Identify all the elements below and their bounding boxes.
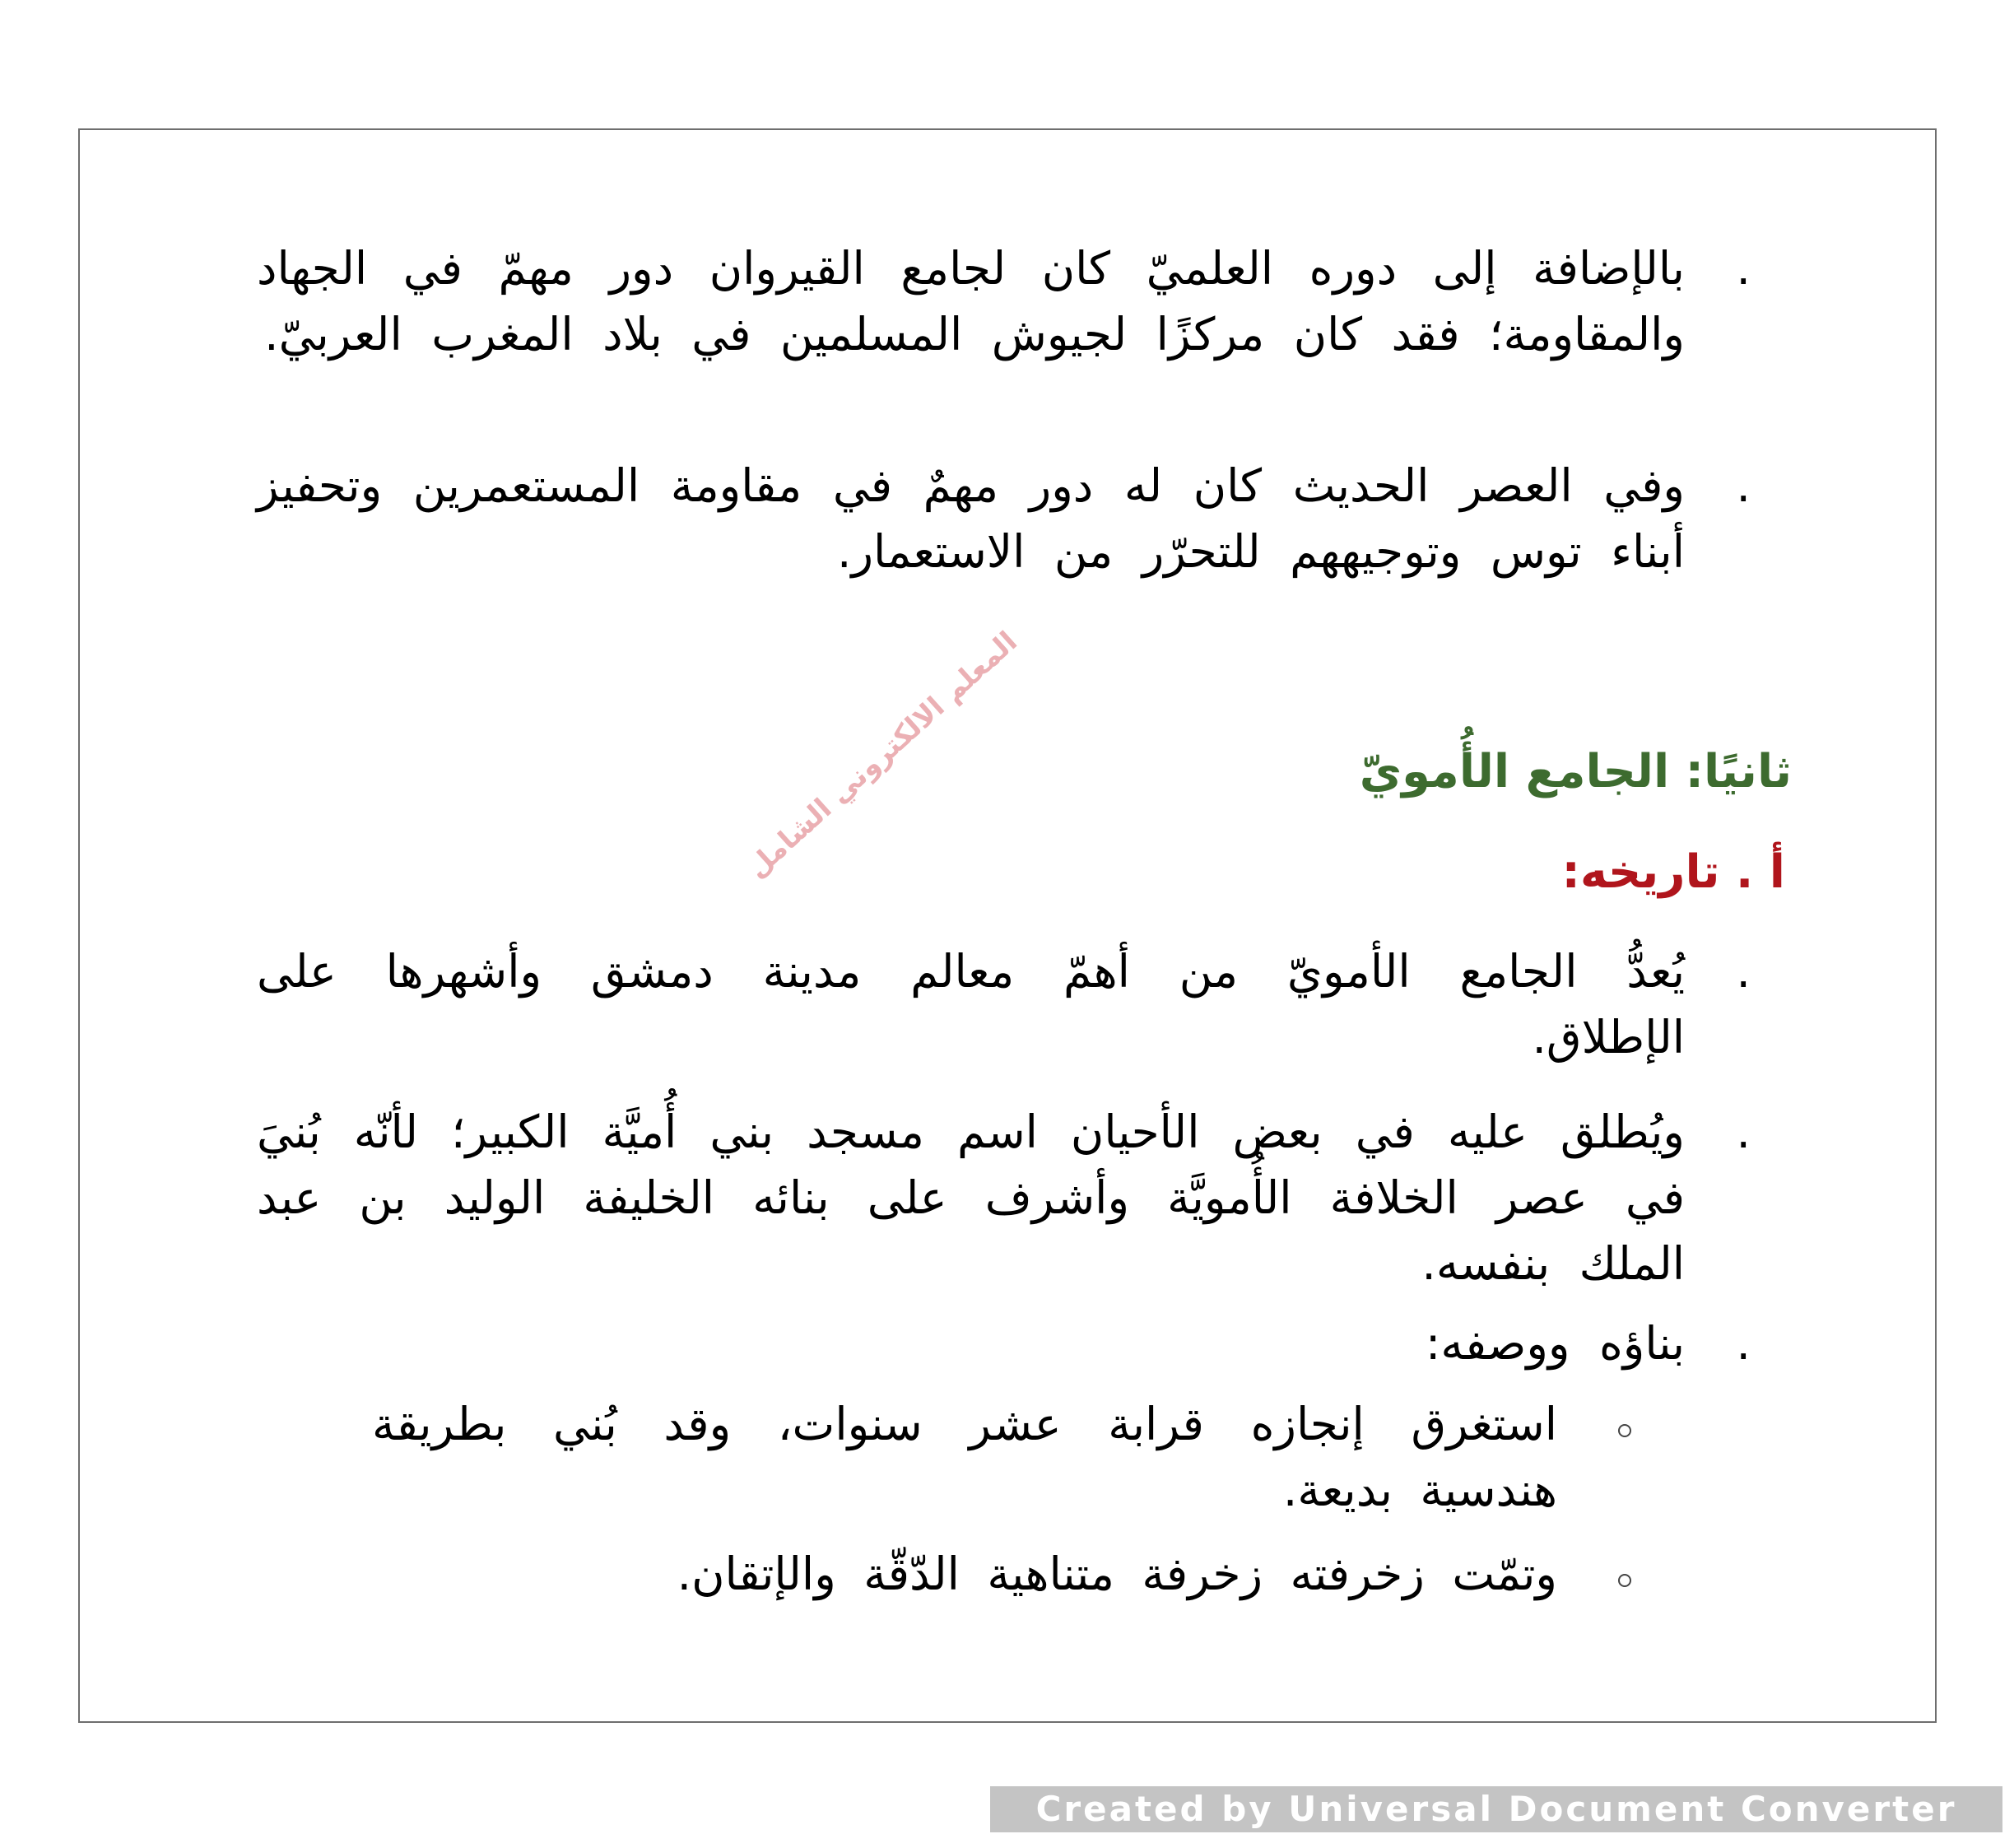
paragraph-kairouan-jihad [257, 235, 1751, 367]
subitem-text: استغرق إنجازه قرابة عشر سنوات، وقد بُني بطريقة هندسية بديعة. [372, 1398, 1557, 1516]
circle-bullet-icon [1618, 1424, 1631, 1437]
watermark-text: المعلم الالكتروني الشامل [741, 625, 1024, 885]
section-heading-umayyad-mosque: ثانيًا: الجامع الأُمويّ [1359, 745, 1792, 798]
paragraph-text: ويُطلق عليه في بعض الأحيان اسم مسجد بني أُميَّة الكبير؛ لأنّه بُنيَ في عصر الخلافة الأُمويَّة وأشرف على بنائه الخليفة الوليد بن عبد الملك بنفسه. [257, 1106, 1685, 1290]
subsection-heading-history: أ . تاريخه: [1561, 845, 1785, 899]
subitem-text: وتمّت زخرفته زخرفة متناهية الدّقّة والإتقان. [677, 1548, 1557, 1600]
bullet-dot: . [1736, 945, 1751, 998]
bullet-dot: . [1736, 459, 1751, 512]
bullet-dot: . [1736, 1317, 1751, 1370]
bullet-dot: . [1736, 1106, 1751, 1158]
paragraph-umayyad-name [257, 1099, 1751, 1296]
converter-stamp: Created by Universal Document Converter [990, 1786, 2002, 1832]
paragraph-kairouan-modern [257, 453, 1751, 584]
paragraph-text: بناؤه ووصفه: [1425, 1317, 1685, 1370]
paragraph-umayyad-landmark [257, 938, 1751, 1070]
paragraph-construction-heading [257, 1310, 1751, 1376]
paragraph-text: بالإضافة إلى دوره العلميّ كان لجامع القيروان دور مهمّ في الجهاد والمقاومة؛ فقد كان مركزًا لجيوش المسلمين في بلاد المغرب العربيّ. [257, 242, 1685, 361]
paragraph-text: يُعدُّ الجامع الأمويّ من أهمّ معالم مدينة دمشق وأشهرها على الإطلاق. [257, 945, 1685, 1064]
paragraph-text: وفي العصر الحديث كان له دور مهمٌ في مقاومة المستعمرين وتحفيز أبناء توس وتوجيههم للتحرّر من الاستعمار. [257, 459, 1685, 578]
subitem-decoration [372, 1541, 1557, 1607]
bullet-dot: . [1736, 242, 1751, 295]
subitem-construction-duration [372, 1391, 1557, 1523]
circle-bullet-icon [1618, 1574, 1631, 1587]
